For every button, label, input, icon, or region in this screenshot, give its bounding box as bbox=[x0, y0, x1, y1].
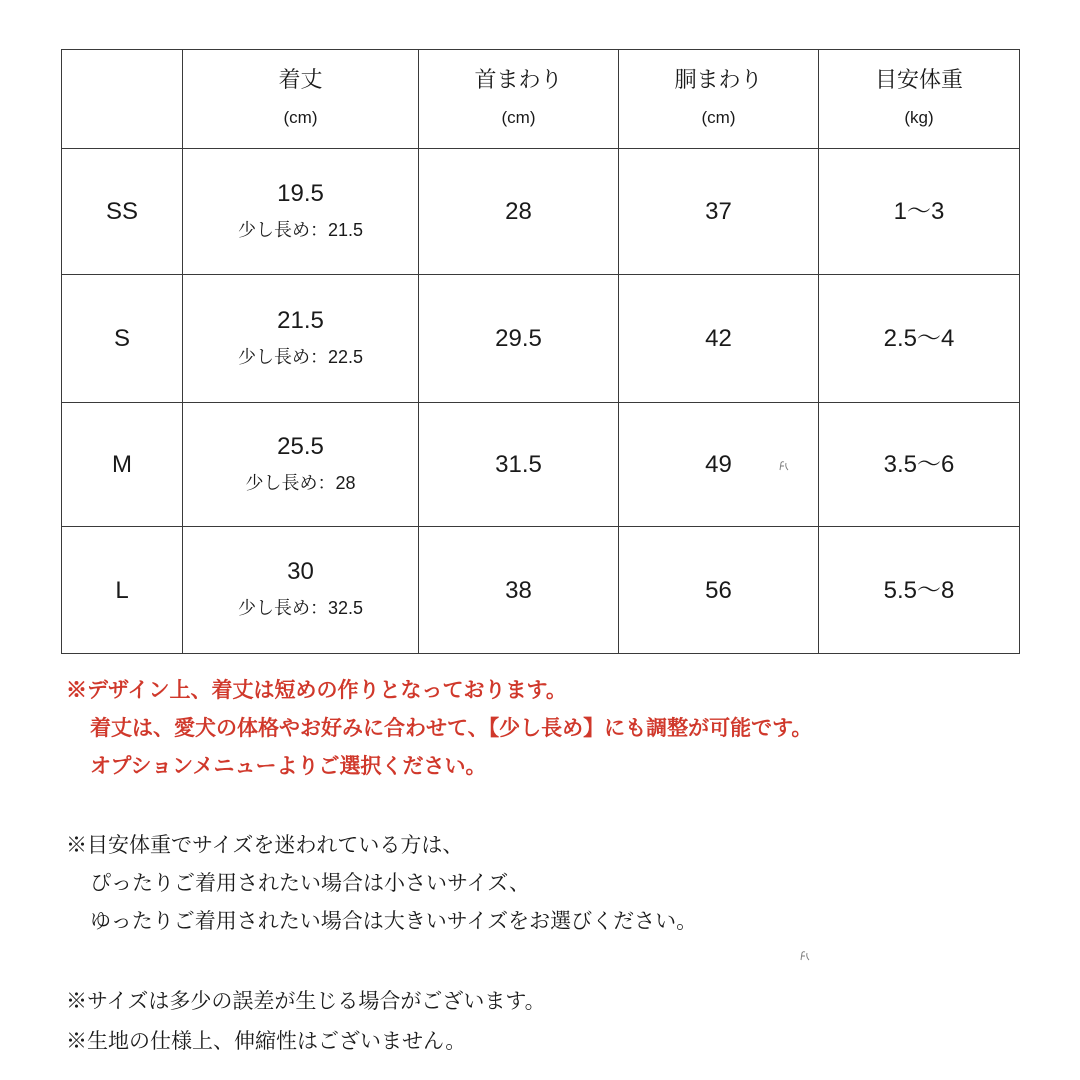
table-row bbox=[62, 275, 1020, 403]
design-notes bbox=[66, 671, 812, 785]
header-unit: (cm) bbox=[501, 108, 536, 127]
neck-cell: 31.5 bbox=[419, 403, 619, 527]
header-cell-neck bbox=[419, 50, 619, 149]
stray-mark bbox=[799, 950, 811, 962]
length-long-value: 少し長め：21.5 bbox=[237, 219, 364, 240]
table-row bbox=[62, 403, 1020, 527]
length-long-value: 少し長め：32.5 bbox=[237, 598, 364, 618]
weight-cell: 5.5〜8 bbox=[819, 527, 1020, 654]
table-row bbox=[62, 527, 1020, 654]
note-line: ※デザイン上、着丈は短めの作りとなっております。 bbox=[66, 677, 567, 702]
stray-mark bbox=[778, 460, 790, 472]
header-label: 胴まわり bbox=[674, 67, 763, 92]
chest-cell: 37 bbox=[619, 149, 819, 275]
note-line: ※目安体重でサイズを迷われている方は、 bbox=[66, 833, 464, 857]
note-line: 着丈は、愛犬の体格やお好みに合わせて、【少し長め】にも調整が可能です。 bbox=[90, 715, 813, 740]
note-line: ※サイズは多少の誤差が生じる場合がございます。 bbox=[66, 989, 546, 1013]
chest-cell: 56 bbox=[619, 527, 819, 654]
note-line: ※生地の仕様上、伸縮性はございません。 bbox=[66, 1029, 467, 1053]
header-unit: (kg) bbox=[904, 108, 934, 127]
chest-cell: 49 bbox=[619, 403, 819, 527]
length-long-value: 少し長め：22.5 bbox=[237, 346, 364, 367]
header-cell-length bbox=[183, 50, 419, 149]
weight-notes bbox=[66, 826, 697, 940]
header-label: 首まわり bbox=[474, 67, 563, 92]
header-unit: (cm) bbox=[701, 108, 736, 127]
misc-notes bbox=[66, 981, 546, 1061]
table-header-row bbox=[62, 50, 1020, 149]
header-label: 着丈 bbox=[278, 67, 323, 92]
length-long-value: 少し長め：28 bbox=[245, 472, 356, 493]
header-cell-chest bbox=[619, 50, 819, 149]
header-unit: (cm) bbox=[283, 108, 318, 127]
length-cell bbox=[183, 149, 419, 275]
size-cell: S bbox=[62, 275, 183, 403]
neck-cell: 38 bbox=[419, 527, 619, 654]
size-cell: SS bbox=[62, 149, 183, 275]
header-label: 目安体重 bbox=[874, 67, 963, 92]
note-line: ゆったりご着用されたい場合は大きいサイズをお選びください。 bbox=[90, 909, 698, 933]
weight-cell: 1〜3 bbox=[819, 149, 1020, 275]
length-cell bbox=[183, 403, 419, 527]
length-value: 25.5 bbox=[277, 432, 324, 460]
header-cell-size bbox=[62, 50, 183, 149]
weight-cell: 3.5〜6 bbox=[819, 403, 1020, 527]
size-cell: L bbox=[62, 527, 183, 654]
neck-cell: 29.5 bbox=[419, 275, 619, 403]
length-value: 21.5 bbox=[277, 306, 324, 334]
length-value: 30 bbox=[287, 558, 314, 585]
weight-cell: 2.5〜4 bbox=[819, 275, 1020, 403]
chest-cell: 42 bbox=[619, 275, 819, 403]
table-row bbox=[62, 149, 1020, 275]
size-chart-table bbox=[61, 49, 1020, 654]
length-value: 19.5 bbox=[277, 179, 324, 207]
size-cell: M bbox=[62, 403, 183, 527]
note-line: オプションメニューよりご選択ください。 bbox=[90, 753, 487, 778]
length-cell bbox=[183, 275, 419, 403]
header-cell-weight bbox=[819, 50, 1020, 149]
neck-cell: 28 bbox=[419, 149, 619, 275]
length-cell bbox=[183, 527, 419, 654]
note-line: ぴったりご着用されたい場合は小さいサイズ、 bbox=[90, 871, 530, 895]
